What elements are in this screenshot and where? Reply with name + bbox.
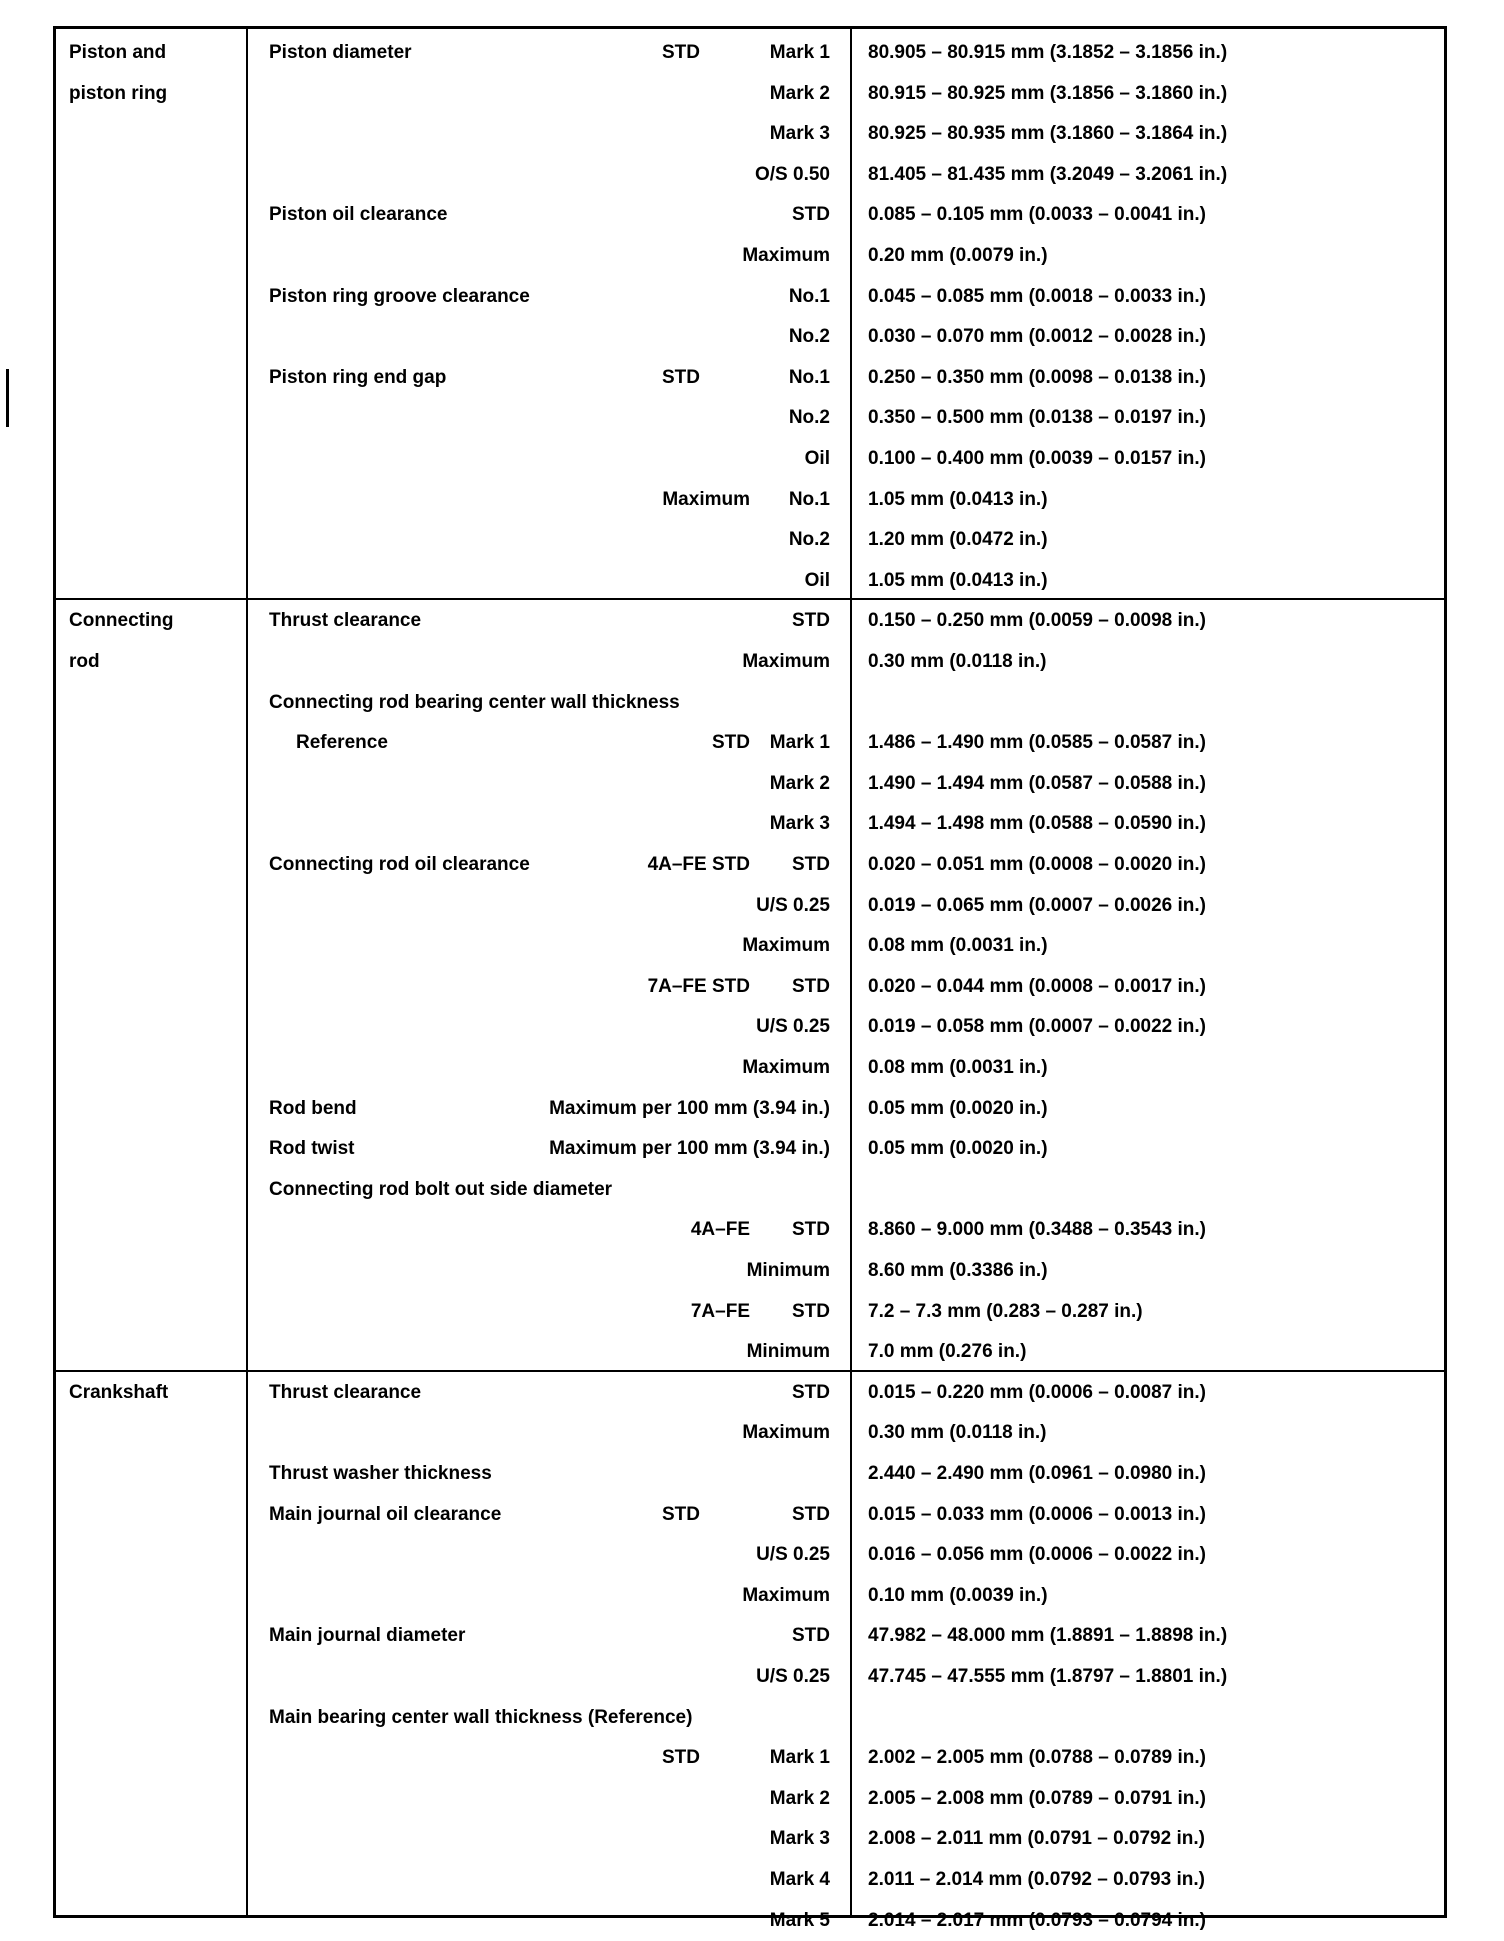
condition-label: No.1 bbox=[788, 488, 830, 510]
condition-group: 4A–FE bbox=[690, 1219, 750, 1241]
condition-group: 7A–FE STD bbox=[647, 975, 750, 997]
table-row bbox=[56, 804, 1444, 844]
table-row bbox=[56, 1698, 1444, 1738]
condition-label: STD bbox=[792, 204, 830, 226]
condition-label: STD bbox=[792, 1219, 830, 1241]
spec-value: 0.015 – 0.220 mm (0.0006 – 0.0087 in.) bbox=[868, 1381, 1207, 1403]
condition-label: Maximum bbox=[742, 651, 830, 672]
parameter-label: Piston diameter bbox=[269, 42, 412, 63]
condition-label: STD bbox=[792, 975, 830, 997]
condition-label: Minimum bbox=[746, 1341, 830, 1363]
table-row bbox=[56, 439, 1444, 479]
condition-group: STD bbox=[662, 366, 700, 388]
spec-value: 0.20 mm (0.0079 in.) bbox=[868, 245, 1048, 266]
condition-label: STD bbox=[792, 1625, 830, 1647]
spec-value: 1.05 mm (0.0413 in.) bbox=[868, 569, 1048, 591]
condition-label: Mark 1 bbox=[769, 732, 830, 754]
condition-label: Oil bbox=[804, 448, 830, 469]
spec-value: 0.100 – 0.400 mm (0.0039 – 0.0157 in.) bbox=[868, 448, 1207, 469]
spec-value: 0.150 – 0.250 mm (0.0059 – 0.0098 in.) bbox=[868, 610, 1207, 632]
section-label: Connecting bbox=[69, 610, 174, 632]
parameter-label: Main journal diameter bbox=[269, 1625, 466, 1647]
section-label: Piston and bbox=[69, 42, 167, 63]
condition-label: Maximum per 100 mm (3.94 in.) bbox=[549, 1097, 830, 1119]
spec-value: 1.490 – 1.494 mm (0.0587 – 0.0588 in.) bbox=[868, 772, 1207, 794]
table-row bbox=[56, 74, 1444, 114]
condition-label: Mark 1 bbox=[769, 42, 830, 63]
table-row bbox=[56, 1129, 1444, 1169]
condition-group: 4A–FE STD bbox=[647, 854, 750, 875]
table-row bbox=[56, 601, 1444, 641]
table-row bbox=[56, 1007, 1444, 1047]
table-row bbox=[56, 764, 1444, 804]
section-label: Crankshaft bbox=[69, 1381, 169, 1403]
table-row bbox=[56, 642, 1444, 682]
spec-value: 2.440 – 2.490 mm (0.0961 – 0.0980 in.) bbox=[868, 1463, 1207, 1484]
spec-value: 2.008 – 2.011 mm (0.0791 – 0.0792 in.) bbox=[868, 1828, 1205, 1850]
condition-label: Mark 4 bbox=[769, 1869, 830, 1890]
condition-label: Mark 3 bbox=[769, 123, 830, 145]
table-row bbox=[56, 1819, 1444, 1859]
condition-label: STD bbox=[792, 1503, 830, 1525]
section-label: rod bbox=[69, 651, 100, 672]
spec-value: 80.915 – 80.925 mm (3.1856 – 3.1860 in.) bbox=[868, 82, 1228, 104]
parameter-label: Thrust washer thickness bbox=[269, 1463, 492, 1484]
condition-label: Maximum bbox=[742, 1057, 830, 1078]
parameter-label: Main bearing center wall thickness (Reference) bbox=[269, 1706, 693, 1728]
section-divider bbox=[56, 598, 1444, 600]
table-row bbox=[56, 845, 1444, 885]
table-row bbox=[56, 561, 1444, 601]
condition-label: Maximum bbox=[742, 1422, 830, 1444]
spec-value: 0.05 mm (0.0020 in.) bbox=[868, 1097, 1048, 1119]
table-row bbox=[56, 155, 1444, 195]
table-row bbox=[56, 1048, 1444, 1088]
table-row bbox=[56, 1860, 1444, 1900]
spec-value: 0.250 – 0.350 mm (0.0098 – 0.0138 in.) bbox=[868, 366, 1207, 388]
condition-label: No.2 bbox=[788, 529, 830, 551]
spec-value: 0.350 – 0.500 mm (0.0138 – 0.0197 in.) bbox=[868, 407, 1207, 429]
table-row bbox=[56, 926, 1444, 966]
table-row bbox=[56, 1901, 1444, 1941]
condition-group: Maximum bbox=[662, 488, 750, 510]
table-row bbox=[56, 1616, 1444, 1656]
spec-value: 1.486 – 1.490 mm (0.0585 – 0.0587 in.) bbox=[868, 732, 1207, 754]
spec-value: 0.019 – 0.065 mm (0.0007 – 0.0026 in.) bbox=[868, 894, 1207, 916]
condition-label: Minimum bbox=[746, 1260, 830, 1281]
condition-group: STD bbox=[712, 732, 750, 754]
table-row bbox=[56, 277, 1444, 317]
parameter-label: Piston ring end gap bbox=[269, 366, 447, 388]
condition-group: STD bbox=[662, 42, 700, 63]
table-row bbox=[56, 1576, 1444, 1616]
table-row bbox=[56, 33, 1444, 73]
spec-value: 7.2 – 7.3 mm (0.283 – 0.287 in.) bbox=[868, 1300, 1143, 1322]
condition-label: Mark 3 bbox=[769, 813, 830, 835]
spec-value: 81.405 – 81.435 mm (3.2049 – 3.2061 in.) bbox=[868, 163, 1228, 185]
table-row bbox=[56, 1170, 1444, 1210]
spec-value: 2.005 – 2.008 mm (0.0789 – 0.0791 in.) bbox=[868, 1787, 1207, 1809]
table-row bbox=[56, 1089, 1444, 1129]
condition-label: U/S 0.25 bbox=[756, 894, 830, 916]
spec-value: 80.905 – 80.915 mm (3.1852 – 3.1856 in.) bbox=[868, 42, 1228, 63]
condition-label: Mark 5 bbox=[769, 1909, 830, 1931]
spec-value: 80.925 – 80.935 mm (3.1860 – 3.1864 in.) bbox=[868, 123, 1228, 145]
condition-label: Maximum bbox=[742, 1584, 830, 1606]
spec-value: 2.002 – 2.005 mm (0.0788 – 0.0789 in.) bbox=[868, 1747, 1207, 1769]
spec-value: 7.0 mm (0.276 in.) bbox=[868, 1341, 1027, 1363]
table-row bbox=[56, 1535, 1444, 1575]
table-row bbox=[56, 195, 1444, 235]
parameter-label: Piston oil clearance bbox=[269, 204, 448, 226]
table-row bbox=[56, 1251, 1444, 1291]
parameter-label: Reference bbox=[296, 732, 388, 754]
spec-value: 1.20 mm (0.0472 in.) bbox=[868, 529, 1048, 551]
table-row bbox=[56, 967, 1444, 1007]
spec-value: 2.011 – 2.014 mm (0.0792 – 0.0793 in.) bbox=[868, 1869, 1205, 1890]
table-row bbox=[56, 236, 1444, 276]
spec-value: 8.60 mm (0.3386 in.) bbox=[868, 1260, 1048, 1281]
table-row bbox=[56, 886, 1444, 926]
condition-label: Maximum bbox=[742, 245, 830, 266]
condition-label: Maximum bbox=[742, 935, 830, 957]
condition-group: STD bbox=[662, 1747, 700, 1769]
page-margin-mark bbox=[6, 369, 9, 427]
condition-label: U/S 0.25 bbox=[756, 1544, 830, 1566]
condition-label: U/S 0.25 bbox=[756, 1666, 830, 1687]
spec-value: 0.019 – 0.058 mm (0.0007 – 0.0022 in.) bbox=[868, 1016, 1207, 1038]
spec-value: 0.016 – 0.056 mm (0.0006 – 0.0022 in.) bbox=[868, 1544, 1207, 1566]
condition-label: Mark 2 bbox=[769, 82, 830, 104]
parameter-label: Rod bend bbox=[269, 1097, 357, 1119]
condition-label: No.1 bbox=[788, 366, 830, 388]
section-divider bbox=[56, 1370, 1444, 1372]
spec-value: 0.085 – 0.105 mm (0.0033 – 0.0041 in.) bbox=[868, 204, 1207, 226]
condition-label: Mark 1 bbox=[769, 1747, 830, 1769]
spec-value: 0.05 mm (0.0020 in.) bbox=[868, 1138, 1048, 1160]
condition-label: Oil bbox=[804, 569, 830, 591]
spec-value: 8.860 – 9.000 mm (0.3488 – 0.3543 in.) bbox=[868, 1219, 1207, 1241]
table-row bbox=[56, 683, 1444, 723]
table-row bbox=[56, 1657, 1444, 1697]
table-row bbox=[56, 1413, 1444, 1453]
condition-label: Maximum per 100 mm (3.94 in.) bbox=[549, 1138, 830, 1160]
spec-value: 0.08 mm (0.0031 in.) bbox=[868, 935, 1048, 957]
parameter-label: Thrust clearance bbox=[269, 1381, 422, 1403]
condition-label: STD bbox=[792, 610, 830, 632]
parameter-label: Connecting rod oil clearance bbox=[269, 854, 530, 875]
spec-table bbox=[53, 26, 1447, 1931]
spec-value: 0.020 – 0.044 mm (0.0008 – 0.0017 in.) bbox=[868, 975, 1207, 997]
spec-value: 0.030 – 0.070 mm (0.0012 – 0.0028 in.) bbox=[868, 326, 1207, 348]
condition-group: STD bbox=[662, 1503, 700, 1525]
spec-value: 0.020 – 0.051 mm (0.0008 – 0.0020 in.) bbox=[868, 854, 1207, 875]
parameter-label: Main journal oil clearance bbox=[269, 1503, 502, 1525]
condition-label: U/S 0.25 bbox=[756, 1016, 830, 1038]
spec-value: 0.10 mm (0.0039 in.) bbox=[868, 1584, 1048, 1606]
spec-value: 0.30 mm (0.0118 in.) bbox=[868, 1422, 1047, 1444]
table-row bbox=[56, 114, 1444, 154]
parameter-label: Connecting rod bolt out side diameter bbox=[269, 1178, 613, 1200]
table-row bbox=[56, 1332, 1444, 1372]
table-row bbox=[56, 1738, 1444, 1778]
condition-label: STD bbox=[792, 854, 830, 875]
condition-label: No.1 bbox=[788, 285, 830, 307]
condition-label: Mark 3 bbox=[769, 1828, 830, 1850]
table-row bbox=[56, 317, 1444, 357]
condition-label: Mark 2 bbox=[769, 1787, 830, 1809]
spec-value: 2.014 – 2.017 mm (0.0793 – 0.0794 in.) bbox=[868, 1909, 1207, 1931]
parameter-label: Piston ring groove clearance bbox=[269, 285, 530, 307]
table-row bbox=[56, 1373, 1444, 1413]
table-row bbox=[56, 1779, 1444, 1819]
spec-value: 0.045 – 0.085 mm (0.0018 – 0.0033 in.) bbox=[868, 285, 1207, 307]
table-row bbox=[56, 723, 1444, 763]
spec-value: 47.982 – 48.000 mm (1.8891 – 1.8898 in.) bbox=[868, 1625, 1228, 1647]
table-row bbox=[56, 1292, 1444, 1332]
table-row bbox=[56, 358, 1444, 398]
table-row bbox=[56, 520, 1444, 560]
parameter-label: Thrust clearance bbox=[269, 610, 422, 632]
table-row bbox=[56, 1210, 1444, 1250]
section-label: piston ring bbox=[69, 82, 168, 104]
spec-value: 0.30 mm (0.0118 in.) bbox=[868, 651, 1047, 672]
condition-label: No.2 bbox=[788, 407, 830, 429]
parameter-label: Rod twist bbox=[269, 1138, 355, 1160]
spec-value: 1.494 – 1.498 mm (0.0588 – 0.0590 in.) bbox=[868, 813, 1207, 835]
condition-label: Mark 2 bbox=[769, 772, 830, 794]
condition-label: No.2 bbox=[788, 326, 830, 348]
spec-value: 1.05 mm (0.0413 in.) bbox=[868, 488, 1048, 510]
spec-value: 0.08 mm (0.0031 in.) bbox=[868, 1057, 1048, 1078]
condition-group: 7A–FE bbox=[690, 1300, 750, 1322]
spec-value: 47.745 – 47.555 mm (1.8797 – 1.8801 in.) bbox=[868, 1666, 1228, 1687]
table-row bbox=[56, 480, 1444, 520]
parameter-label: Connecting rod bearing center wall thickness bbox=[269, 691, 680, 713]
condition-label: STD bbox=[792, 1300, 830, 1322]
table-row bbox=[56, 398, 1444, 438]
condition-label: O/S 0.50 bbox=[755, 163, 830, 185]
spec-value: 0.015 – 0.033 mm (0.0006 – 0.0013 in.) bbox=[868, 1503, 1207, 1525]
condition-label: STD bbox=[792, 1381, 830, 1403]
table-row bbox=[56, 1454, 1444, 1494]
table-row bbox=[56, 1495, 1444, 1535]
